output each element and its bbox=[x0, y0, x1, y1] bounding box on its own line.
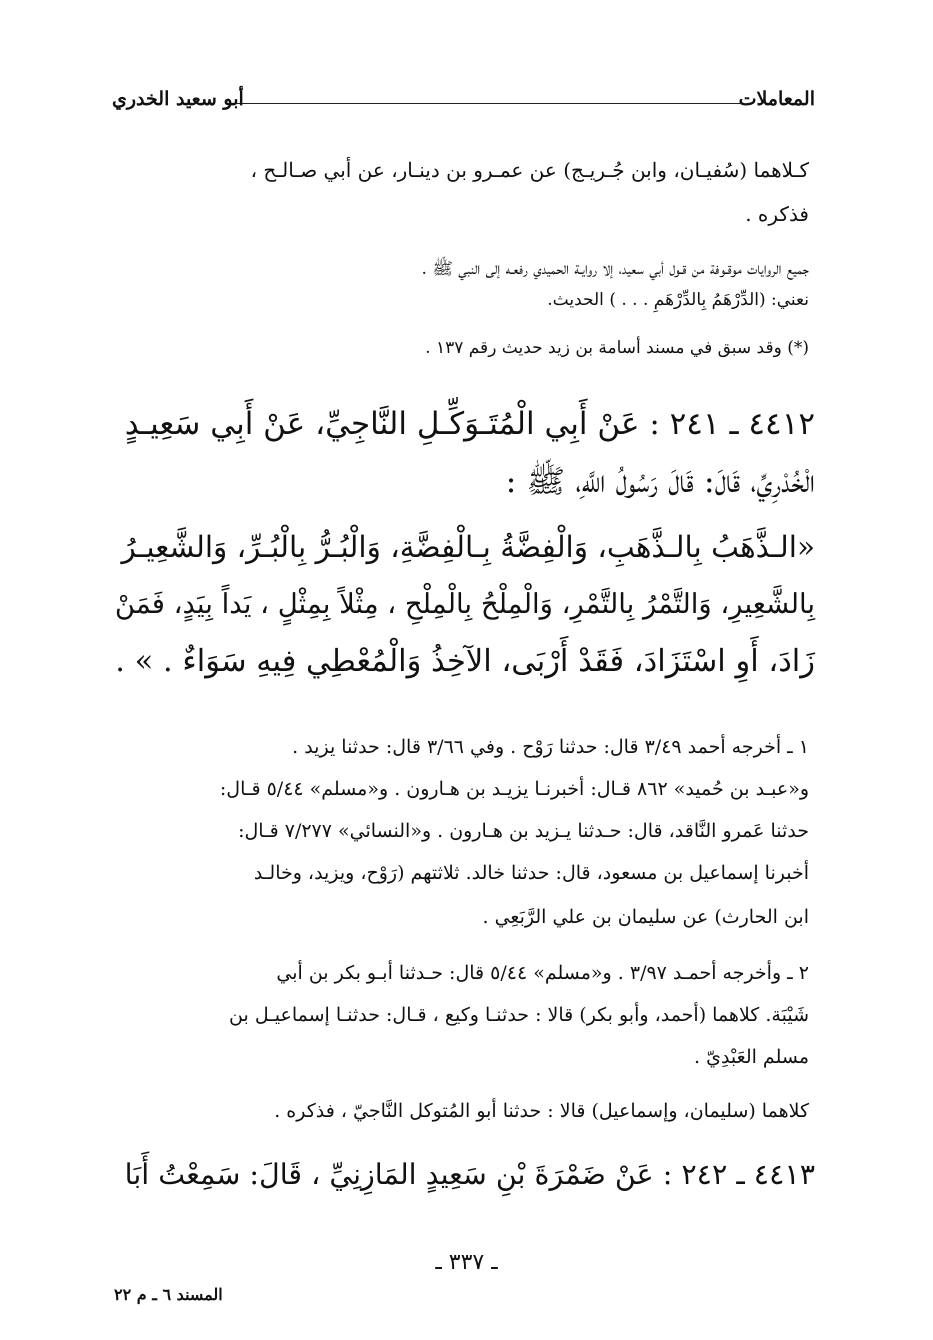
remark-footnote: (*) وقد سبق في مسند أسامة بن زيد حديث رقم ١٣٧ . bbox=[425, 338, 809, 358]
takhrij-1-line-4: أخبرنا إسماعيل بن مسعود، قال: حدثنا خالد. ثلاثتهم (رَوْح، ويزيد، وخالـد bbox=[253, 862, 809, 884]
header-narrator-name: أبو سعيد الخدري bbox=[112, 88, 244, 110]
takhrij-1-line-2: و«عبـد بن حُميد» ٨٦٢ قـال: أخبرنـا يزيـد بن هـارون . و«مسلم» ٥/٤٤ قـال: bbox=[219, 778, 809, 800]
takhrij-2-line-1: ٢ ـ وأخرجه أحمـد ٣/٩٧ . و«مسلم» ٥/٤٤ قال: حـدثنا أبـو بكر بن أبي bbox=[276, 962, 809, 984]
takhrij-3-line-1: كلاهما (سليمان، وإسماعيل) قالا : حدثنا أبو المُتوكل النَّاجيّ ، فذكره . bbox=[274, 1100, 809, 1122]
takhrij-2-line-2: شَيْبَة. كلاهما (أحمد، وأبو بكر) قالا : حدثنـا وكيع ، قـال: حدثنـا إسماعيـل بن bbox=[229, 1004, 809, 1026]
takhrij-2-line-3: مسلم العَبْدِيّ . bbox=[694, 1046, 809, 1068]
remark-line-1: جميع الروايات موقـوفة من قـول أبي سعيد، إلا روايـة الحميدي رفعـه إلى النبي ﷺ . bbox=[421, 259, 809, 279]
header-rule bbox=[228, 103, 740, 104]
takhrij-1-line-3: حدثنا عَمرو النَّاقد، قال: حـدثنا يـزيد بن هـارون . و«النسائي» ٧/٢٧٧ قـال: bbox=[238, 820, 809, 842]
page-number: ـ ٣٣٧ ـ bbox=[435, 1250, 498, 1275]
intro-line-2: فذكره . bbox=[745, 202, 809, 226]
hadith-4412-line-3: «الـذَّهَبُ بِالـذَّهَبِ، وَالْفِضَّةُ بِـالْفِضَّةِ، وَالْبُـرُّ بِالْبُـرِّ، وَالشَّعِيـرُ bbox=[121, 530, 815, 564]
hadith-4412-line-5: زَادَ، أَوِ اسْتَزَادَ، فَقَدْ أَرْبَى، الآخِذُ وَالْمُعْطِي فِيهِ سَوَاءٌ . » . bbox=[115, 644, 815, 679]
volume-signature: المسند ٦ ـ م ٢٢ bbox=[114, 1285, 223, 1304]
header-section-title: المعاملات bbox=[738, 88, 815, 110]
hadith-4412-line-2: الْخُدْرِيِّ، قَالَ: قَالَ رَسُولُ اللَّهِ، ﷺ : bbox=[505, 462, 815, 500]
takhrij-1-line-1: ١ ـ أخرجه أحمد ٣/٤٩ قال: حدثنا رَوْح . وفي ٣/٦٦ قال: حدثنا يزيد . bbox=[292, 736, 809, 758]
remark-line-2: نعني: (الدِّرْهَمُ بِالدِّرْهَمِ . . . ) الحديث. bbox=[547, 290, 809, 310]
hadith-4412-line-1: ٤٤١٢ ـ ٢٤١ : عَنْ أَبِي الْمُتَـوَكِّـلِ النَّاجِيِّ، عَنْ أَبِي سَعِيـدٍ bbox=[124, 406, 815, 442]
takhrij-1-line-5: ابن الحارث) عن سليمان بن علي الرَّبَعِي . bbox=[482, 906, 809, 928]
hadith-4413-line-1: ٤٤١٣ ـ ٢٤٢ : عَنْ ضَمْرَةَ بْنِ سَعِيدٍ المَازِنِيِّ ، قَالَ: سَمِعْتُ أَبَا bbox=[124, 1158, 815, 1191]
intro-line-1: كـلاهما (سُفيـان، وابن جُـريـج) عن عمـرو بن دينـار، عن أبي صـالـح ، bbox=[250, 158, 809, 182]
hadith-4412-line-4: بِالشَّعِيرِ، وَالتَّمْرُ بِالتَّمْرِ، وَالْمِلْحُ بِالْمِلْحِ ، مِثْلاً بِمِثْلٍ ، يَداً بِيَدٍ، فَمَنْ bbox=[114, 588, 815, 620]
